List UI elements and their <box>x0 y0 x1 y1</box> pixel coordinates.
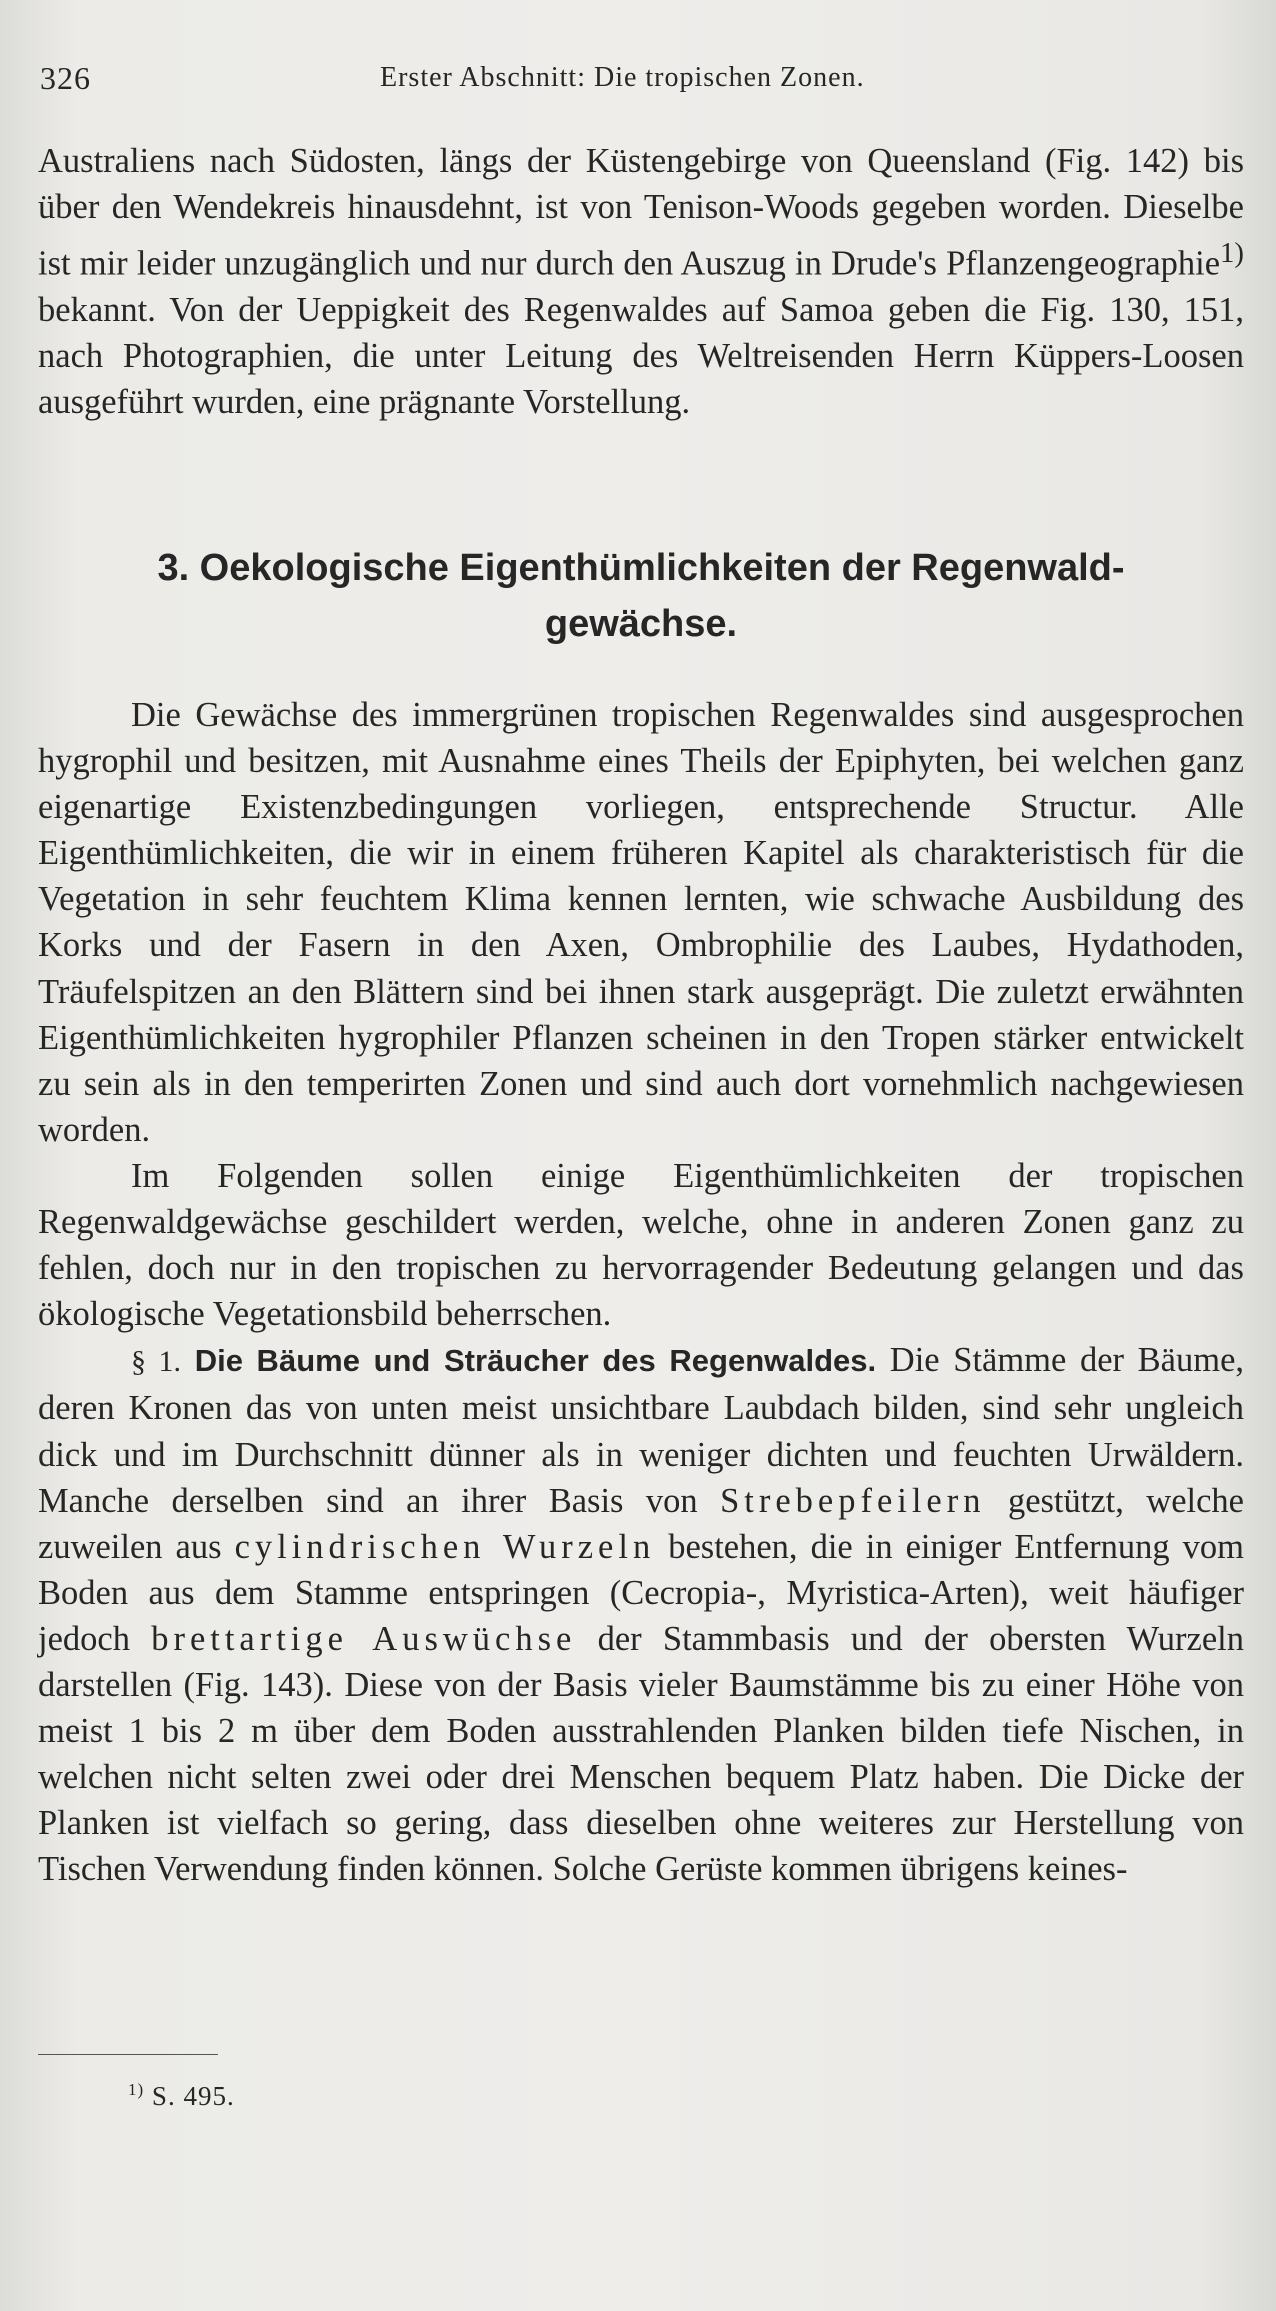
paragraph-baeume <box>38 1337 1244 1892</box>
paragraph-hygrophil: Die Gewächse des immergrünen tropischen Regenwaldes sind ausgesprochen hygrophil und besitzen, mit Ausnahme eines Theils der Epiphyten, bei welchen ganz eigenartige Existenzbedingungen vorliegen, entsprechende Structur. Alle Eigenthümlichkeiten, die wir in einem früheren Kapitel als charakteristisch für die Vegetation in sehr feuchtem Klima kennen lernten, wie schwache Ausbildung des Korks und der Fasern in den Axen, Ombrophilie des Laubes, Hydathoden, Träufelspitzen an den Blättern sind bei ihnen stark ausgeprägt. Die zuletzt erwähnten Eigenthümlichkeiten hygrophiler Pflanzen scheinen in den Tropen stärker entwickelt zu sein als in den temperirten Zonen und sind auch dort vornehmlich nachgewiesen worden. <box>38 696 1244 1149</box>
paragraph-text-b: gestützt, welche zuweilen aus <box>38 1481 1244 1566</box>
intro-paragraph <box>38 138 1244 425</box>
emphasis-strebepfeilern: Strebepfeilern <box>720 1481 986 1520</box>
paragraph-text-c: bestehen, die in einiger Entfernung vom Boden aus dem Stamme entspringen (Cecropia-, Myristica-Arten), weit häufiger jedoch <box>38 1527 1244 1658</box>
footnote-divider <box>38 2054 218 2055</box>
footnote-reference: 1) <box>1220 237 1244 270</box>
footnote <box>128 2080 235 2112</box>
paragraph-text-d: der Stammbasis und der obersten Wurzeln darstellen (Fig. 143). Diese von der Basis vieler Baumstämme bis zu einer Höhe von meist 1 bis 2 m über dem Boden ausstrahlenden Planken bilden tiefe Nischen, in welchen nicht selten zwei oder drei Menschen bequem Platz haben. Die Dicke der Planken ist vielfach so gering, dass dieselben ohne weiteres zur Herstellung von Tischen Verwendung finden können. Solche Gerüste kommen übrigens keines- <box>38 1619 1244 1889</box>
section-heading <box>38 540 1244 652</box>
running-title: Erster Abschnitt: Die tropischen Zonen. <box>380 62 865 93</box>
section-heading-line-1: 3. Oekologische Eigenthümlichkeiten der Regenwald- <box>157 547 1125 589</box>
intro-paragraph-block <box>38 138 1244 425</box>
page-number: 326 <box>40 60 91 96</box>
main-text-block <box>38 692 1244 1892</box>
paragraph-text-a: Die Stämme der Bäume, deren Kronen das von unten meist unsichtbare Laubdach bilden, sind sehr ungleich dick und im Durchschnitt dünner als in weniger dichten und feuchten Urwäldern. Manche derselben sind an ihrer Basis von <box>38 1341 1245 1520</box>
subsection-heading: Die Bäume und Sträucher des Regenwaldes. <box>194 1343 877 1379</box>
emphasis-cylindrische-wurzeln: cylindrischen Wurzeln <box>234 1527 656 1566</box>
footnote-marker: 1) <box>128 2080 145 2099</box>
intro-text: Australiens nach Südosten, längs der Küstengebirge von Queensland (Fig. 142) bis über den Wendekreis hinausdehnt, ist von Tenison-Woods gegeben worden. Dieselbe ist mir leider unzugänglich und nur durch den Auszug in Drude's Pflanzengeographie <box>38 142 1244 283</box>
emphasis-brettartige-auswuechse: brettartige Auswüchse <box>151 1619 577 1658</box>
running-head <box>40 60 1236 100</box>
paragraph-eigenthuemlichkeiten: Im Folgenden sollen einige Eigenthümlichkeiten der tropischen Regenwaldgewächse geschildert werden, welche, ohne in anderen Zonen ganz zu fehlen, doch nur in den tropischen zu hervorragender Bedeutung gelangen und das ökologische Vegetationsbild beherrschen. <box>38 1156 1244 1334</box>
footnote-text: S. 495. <box>144 2081 235 2111</box>
section-mark: § 1. <box>131 1345 182 1379</box>
section-heading-line-2: gewächse. <box>544 603 738 645</box>
intro-text-end: bekannt. Von der Ueppigkeit des Regenwaldes auf Samoa geben die Fig. 130, 151, nach Photographien, die unter Leitung des Weltreisenden Herrn Küppers-Loosen ausgeführt wurden, eine prägnante Vorstellung. <box>38 290 1244 421</box>
